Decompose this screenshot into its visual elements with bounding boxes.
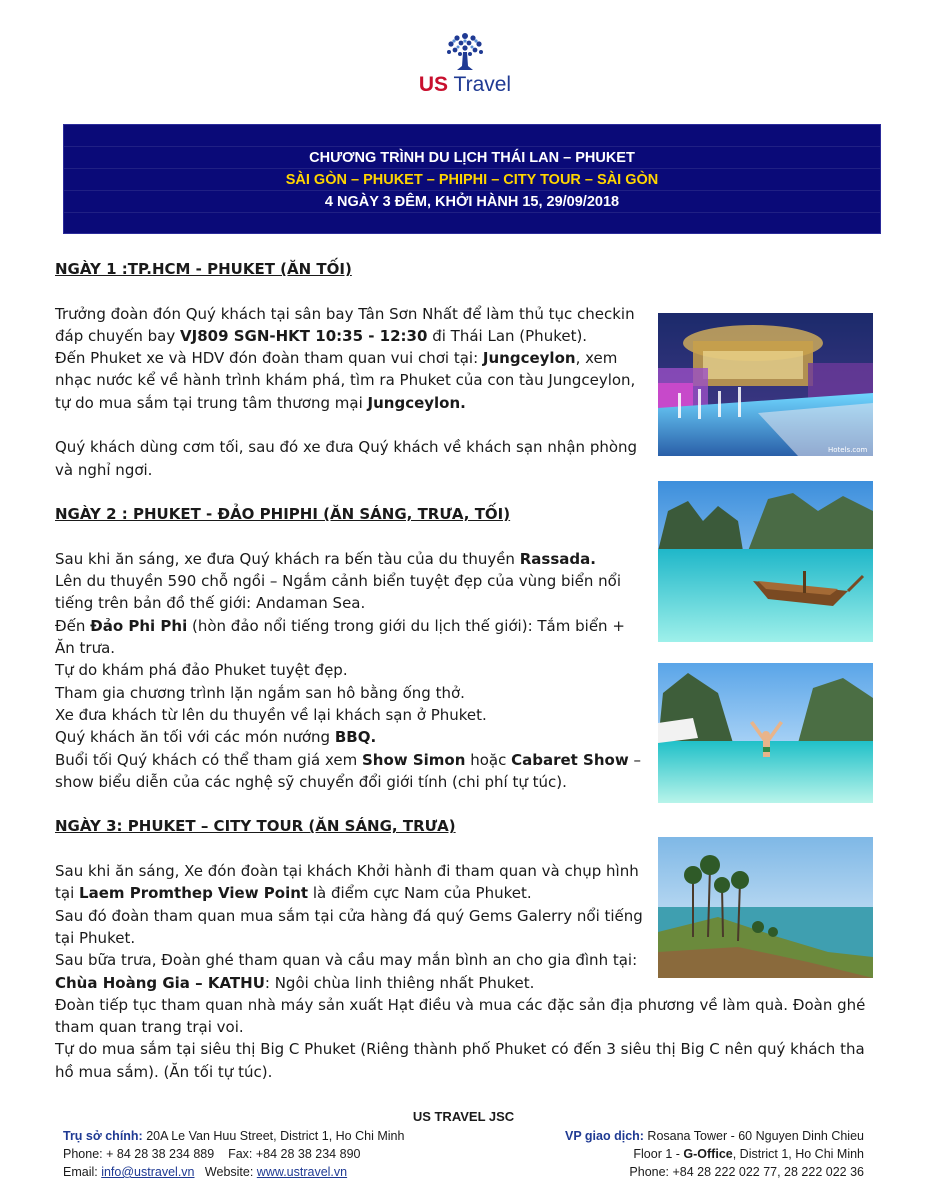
logo-us: US [418, 73, 449, 96]
hq-address-line [63, 1127, 404, 1145]
hq-contact-line [63, 1163, 404, 1181]
place-name: Đảo Phi Phi [90, 616, 188, 635]
banner-duration: 4 NGÀY 3 ĐÊM, KHỞI HÀNH 15, 29/09/2018 [324, 194, 620, 210]
day2-line-5: Tham gia chương trình lặn ngắm san hô bằng ống thở. [55, 683, 465, 702]
program-banner [63, 124, 881, 234]
us-travel-logo [410, 30, 520, 102]
day2-line-7 [55, 726, 647, 748]
day1-paragraph-3: Quý khách dùng cơm tối, sau đó xe đưa Quý khách về khách sạn nhận phòng và nghỉ ngơi. [55, 438, 638, 479]
day3-title: NGÀY 3: PHUKET – CITY TOUR (ĂN SÁNG, TRƯA) [55, 817, 456, 836]
office-address: Rosana Tower - 60 Nguyen Dinh Chieu [643, 1129, 864, 1143]
text: – show biểu diễn của các nghệ sỹ chuyển đổi giới tính (chi phí tự túc). [55, 750, 641, 791]
office-label: VP giao dịch: [565, 1129, 644, 1143]
footer-headquarters [63, 1127, 404, 1181]
text: Quý khách ăn tối với các món nướng [55, 728, 335, 747]
email-link[interactable]: info@ustravel.vn [101, 1165, 195, 1179]
photo-watermark: Hotels.com [828, 446, 868, 454]
text: Sau khi ăn sáng, Xe đón đoàn tại khách Khởi hành đi tham quan và chụp hình tại [55, 862, 639, 903]
text: (hòn đảo nổi tiếng trong giới du lịch thế giới): Tắm biển + Ăn trưa. [55, 616, 625, 658]
day2-line-4: Tự do khám phá đảo Phuket tuyệt đẹp. [55, 661, 348, 680]
day1-title: NGÀY 1 :TP.HCM - PHUKET (ĂN TỐI) [55, 260, 352, 278]
text: là điểm cực Nam của Phuket. [308, 884, 532, 903]
office-name: G-Office [683, 1147, 733, 1161]
day2-line-2: Lên du thuyền 590 chỗ ngồi – Ngắm cảnh biển tuyệt đẹp của vùng biển nổi tiếng trên bản đồ thế giới: Andaman Sea. [55, 572, 622, 613]
day3-line-3 [55, 949, 647, 994]
day2-line-6: Xe đưa khách từ lên du thuyền về lại khách sạn ở Phuket. [55, 705, 487, 724]
text: Đến Phuket xe và HDV đón đoàn tham quan vui chơi tại: [55, 349, 483, 368]
text: , District 1, Ho Chi Minh [732, 1147, 864, 1161]
day2-title: NGÀY 2 : PHUKET - ĐẢO PHIPHI (ĂN SÁNG, TRƯA, TỐI) [55, 505, 511, 524]
day2-line-8 [55, 749, 647, 794]
text: Trưởng đoàn đón Quý khách tại sân bay Tân Sơn Nhất để làm thủ tục checkin đáp chuyến bay [55, 304, 635, 345]
text: Floor 1 - [633, 1147, 684, 1161]
footer-company-name: US TRAVEL JSC [412, 1109, 515, 1124]
show-name: Cabaret Show [511, 750, 629, 769]
office-phone-line: Phone: +84 28 222 022 77, 28 222 022 36 [629, 1165, 864, 1179]
banner-title: CHƯƠNG TRÌNH DU LỊCH THÁI LAN – PHUKET [309, 150, 635, 166]
day1-paragraph-2 [55, 347, 647, 414]
office-address-line [565, 1127, 864, 1145]
day3-line-1 [55, 860, 647, 905]
text: Đến [55, 616, 91, 635]
day2-line-3 [55, 615, 647, 660]
website-link[interactable]: www.ustravel.vn [256, 1165, 348, 1179]
footer-office [565, 1127, 864, 1181]
meal-name: BBQ. [334, 728, 377, 747]
logo-travel: Travel [453, 73, 512, 96]
hq-address: 20A Le Van Huu Street, District 1, Ho Chi Minh [142, 1129, 405, 1143]
flight-code: VJ809 SGN-HKT 10:35 - 12:30 [180, 326, 428, 345]
place-name: Chùa Hoàng Gia – KATHU [55, 973, 265, 992]
text: : Ngôi chùa linh thiêng nhất Phuket. [264, 973, 535, 992]
photo-laem-promthep [658, 837, 873, 978]
website-label: Website: [194, 1165, 257, 1179]
place-name: Laem Promthep View Point [79, 884, 309, 903]
banner-route: SÀI GÒN – PHUKET – PHIPHI – CITY TOUR – SÀI GÒN [285, 172, 659, 188]
logo-wordmark [410, 74, 520, 96]
text: hoặc [465, 750, 512, 769]
photo-phiphi-lagoon [658, 663, 873, 803]
email-label: Email: [63, 1165, 102, 1179]
photo-phiphi-boat [658, 481, 873, 642]
day3-line-4: Đoàn tiếp tục tham quan nhà máy sản xuất Hạt điều và mua các đặc sản địa phương về làm quà. Đoàn ghé tham quan trang trại voi. [55, 995, 866, 1037]
place-name: Jungceylon. [367, 393, 466, 412]
place-name: Rassada. [519, 549, 596, 568]
text: Buổi tối Quý khách có thể tham giá xem [55, 750, 362, 769]
text: , xem nhạc nước kể về hành trình khám phá, tìm ra Phuket của con tàu Jungceylon, tự do mua sắm tại trung tâm thương mại [55, 349, 636, 412]
tree-icon [443, 30, 487, 72]
day1-paragraph-1 [55, 303, 647, 348]
day2-line-1 [55, 548, 647, 570]
text: Sau bữa trưa, Đoàn ghé tham quan và cầu may mắn bình an cho gia đình tại: [55, 951, 638, 970]
day3-line-5: Tự do mua sắm tại siêu thị Big C Phuket (Riêng thành phố Phuket có đến 3 siêu thị Big C nên quý khách tha hồ mua sắm). (Ăn tối tự túc). [55, 1040, 865, 1081]
text: đi Thái Lan (Phuket). [427, 326, 588, 345]
hq-phone-line: Phone: + 84 28 38 234 889 Fax: +84 28 38 234 890 [63, 1147, 361, 1161]
hq-label: Trụ sở chính: [63, 1129, 143, 1143]
day3-line-2: Sau đó đoàn tham quan mua sắm tại cửa hàng đá quý Gems Galerry nổi tiếng tại Phuket. [55, 906, 643, 947]
photo-jungceylon [658, 313, 873, 456]
text: Sau khi ăn sáng, xe đưa Quý khách ra bến tàu của du thuyền [55, 549, 520, 568]
office-floor-line [565, 1145, 864, 1163]
place-name: Jungceylon [482, 349, 576, 368]
show-name: Show Simon [361, 750, 466, 769]
